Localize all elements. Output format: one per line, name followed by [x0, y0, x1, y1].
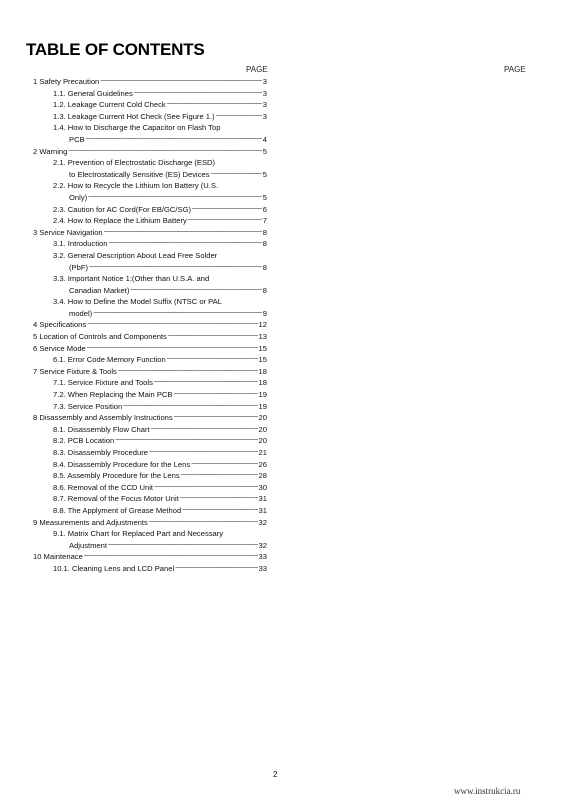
table-of-contents: [33, 76, 267, 575]
toc-page-number: 20: [258, 436, 267, 446]
toc-entry-label: 6 Service Mode: [33, 343, 86, 353]
toc-leader-dots: [182, 505, 257, 517]
toc-page-number: 19: [258, 401, 267, 411]
toc-entry-label: 8.7. Removal of the Focus Motor Unit: [53, 494, 179, 504]
toc-leader-dots: [86, 134, 262, 146]
toc-leader-dots: [108, 238, 261, 250]
toc-page-number: 3: [262, 77, 267, 86]
toc-page-number: 3: [262, 111, 267, 121]
toc-entry[interactable]: [33, 111, 267, 123]
page-column-label-left: PAGE: [246, 65, 268, 74]
toc-entry-continuation[interactable]: [33, 540, 267, 552]
toc-entry[interactable]: [33, 563, 267, 575]
toc-leader-dots: [154, 377, 258, 389]
toc-page-number: 12: [258, 320, 267, 330]
toc-entry-label: 8.1. Disassembly Flow Chart: [53, 424, 150, 434]
toc-leader-dots: [149, 447, 258, 459]
toc-entry-label: 3.3. Important Notice 1:(Other than U.S.A. and: [53, 274, 210, 284]
page-column-label-right: PAGE: [504, 65, 526, 74]
toc-entry-label: 1.3. Leakage Current Hot Check (See Figure 1.): [53, 111, 215, 121]
toc-leader-dots: [149, 517, 258, 529]
toc-entry[interactable]: [33, 424, 267, 436]
toc-entry-label: 1.4. How to Discharge the Capacitor on Flash Top: [53, 123, 221, 133]
toc-entry[interactable]: [33, 238, 267, 250]
toc-leader-dots: [175, 563, 257, 575]
toc-leader-dots: [104, 227, 262, 239]
toc-page-number: 20: [258, 413, 267, 423]
toc-entry[interactable]: [33, 401, 267, 413]
toc-entry[interactable]: [33, 227, 267, 239]
toc-entry[interactable]: [33, 331, 267, 343]
toc-leader-dots: [108, 540, 258, 552]
toc-entry-continuation-label: to Electrostatically Sensitive (ES) Devices: [69, 169, 210, 179]
toc-page-number: 32: [258, 540, 267, 550]
toc-page-number: 6: [262, 204, 267, 214]
toc-entry[interactable]: [33, 435, 267, 447]
toc-leader-dots: [167, 99, 262, 111]
toc-entry-label: 7.1. Service Fixture and Tools: [53, 378, 153, 388]
toc-entry-label: 9 Measurements and Adjustments: [33, 517, 148, 527]
toc-page-number: 31: [258, 505, 267, 515]
toc-entry-label: 8.2. PCB Location: [53, 436, 115, 446]
toc-entry-label: 8 Disassembly and Assembly Instructions: [33, 413, 173, 423]
toc-entry[interactable]: [33, 157, 267, 169]
toc-page-number: 5: [262, 169, 267, 179]
toc-page-number: 5: [262, 192, 267, 202]
toc-entry[interactable]: [33, 122, 267, 134]
toc-leader-dots: [216, 111, 262, 123]
toc-entry-label: 6.1. Error Code Memory Function: [53, 355, 166, 365]
toc-entry-label: 8.6. Removal of the CCD Unit: [53, 482, 154, 492]
toc-page-number: 13: [258, 332, 267, 342]
toc-entry[interactable]: [33, 517, 267, 529]
toc-entry-label: 3.1. Introduction: [53, 239, 108, 249]
toc-leader-dots: [180, 493, 258, 505]
toc-page-number: 31: [258, 494, 267, 504]
toc-leader-dots: [93, 308, 262, 320]
toc-entry-continuation[interactable]: [33, 262, 267, 274]
toc-entry[interactable]: [33, 296, 267, 308]
toc-leader-dots: [154, 482, 258, 494]
toc-entry-label: 2.3. Caution for AC Cord(For EB/GC/SG): [53, 204, 191, 214]
toc-leader-dots: [151, 424, 258, 436]
toc-leader-dots: [123, 401, 257, 413]
toc-leader-dots: [174, 412, 258, 424]
toc-page-number: 33: [258, 552, 267, 562]
toc-page-number: 8: [262, 262, 267, 272]
toc-entry[interactable]: [33, 447, 267, 459]
toc-leader-dots: [188, 215, 262, 227]
toc-entry[interactable]: [33, 366, 267, 378]
toc-leader-dots: [88, 192, 262, 204]
toc-entry-continuation[interactable]: [33, 285, 267, 297]
toc-entry[interactable]: [33, 343, 267, 355]
toc-leader-dots: [68, 146, 261, 158]
page-title: TABLE OF CONTENTS: [26, 40, 205, 59]
toc-page-number: 8: [262, 227, 267, 237]
toc-page-number: 32: [258, 517, 267, 527]
toc-page-number: 18: [258, 378, 267, 388]
toc-entry[interactable]: [33, 146, 267, 158]
toc-entry[interactable]: [33, 505, 267, 517]
toc-entry-label: 1 Safety Precaution: [33, 77, 100, 86]
toc-entry-label: 3 Service Navigation: [33, 227, 103, 237]
toc-leader-dots: [87, 343, 258, 355]
toc-entry-continuation-label: PCB: [69, 134, 85, 144]
toc-entry[interactable]: [33, 180, 267, 192]
toc-entry[interactable]: [33, 459, 267, 471]
toc-page-number: 9: [262, 308, 267, 318]
toc-entry-label: 3.2. General Description About Lead Free Solder: [53, 250, 218, 260]
toc-entry[interactable]: [33, 482, 267, 494]
toc-entry-continuation-label: Canadian Market): [69, 285, 130, 295]
toc-page-number: 33: [258, 563, 267, 573]
toc-entry[interactable]: [33, 377, 267, 389]
toc-entry-label: 8.3. Disassembly Procedure: [53, 448, 148, 457]
toc-entry-continuation-label: model): [69, 308, 93, 318]
toc-entry-continuation[interactable]: [33, 192, 267, 204]
page-number: 2: [273, 770, 278, 779]
toc-entry[interactable]: [33, 389, 267, 401]
toc-page-number: 21: [258, 448, 267, 457]
toc-page-number: 30: [258, 482, 267, 492]
toc-entry-label: 2.2. How to Recycle the Lithium Ion Battery (U.S.: [53, 181, 219, 191]
toc-entry-label: 8.5. Assembly Procedure for the Lens: [53, 471, 180, 481]
toc-entry-label: 7 Service Fixture & Tools: [33, 366, 117, 376]
toc-page-number: 18: [258, 366, 267, 376]
toc-entry-label: 10 Maintenace: [33, 552, 83, 562]
toc-leader-dots: [211, 169, 262, 181]
toc-leader-dots: [84, 551, 258, 563]
toc-entry-label: 2.4. How to Replace the Lithium Battery: [53, 216, 187, 226]
toc-page-number: 3: [262, 100, 267, 110]
toc-entry-label: 2 Warning: [33, 146, 68, 156]
toc-leader-dots: [100, 76, 261, 88]
toc-page-number: 20: [258, 424, 267, 434]
toc-leader-dots: [173, 389, 257, 401]
toc-entry-label: 2.1. Prevention of Electrostatic Discharge (ESD): [53, 158, 216, 168]
toc-entry[interactable]: [33, 250, 267, 262]
toc-page-number: 15: [258, 355, 267, 365]
toc-entry-label: 1.1. General Guidelines: [53, 88, 133, 98]
toc-entry-label: 9.1. Matrix Chart for Replaced Part and Necessary: [53, 529, 224, 539]
toc-entry-continuation[interactable]: [33, 134, 267, 146]
toc-entry[interactable]: [33, 470, 267, 482]
toc-entry[interactable]: [33, 354, 267, 366]
toc-entry-continuation[interactable]: [33, 169, 267, 181]
toc-entry[interactable]: [33, 551, 267, 563]
toc-leader-dots: [89, 262, 262, 274]
toc-entry[interactable]: [33, 88, 267, 100]
toc-leader-dots: [192, 204, 262, 216]
toc-entry[interactable]: [33, 319, 267, 331]
toc-leader-dots: [134, 88, 262, 100]
toc-leader-dots: [118, 366, 258, 378]
toc-entry[interactable]: [33, 273, 267, 285]
toc-page-number: 3: [262, 88, 267, 98]
toc-entry[interactable]: [33, 412, 267, 424]
toc-entry-label: 1.2. Leakage Current Cold Check: [53, 100, 166, 110]
toc-entry-label: 7.2. When Replacing the Main PCB: [53, 390, 173, 400]
toc-entry-continuation-label: Only): [69, 192, 88, 202]
toc-page-number: 5: [262, 146, 267, 156]
toc-entry[interactable]: [33, 493, 267, 505]
toc-entry-continuation[interactable]: [33, 308, 267, 320]
toc-page-number: 7: [262, 216, 267, 226]
toc-leader-dots: [181, 470, 258, 482]
toc-page-number: 4: [262, 134, 267, 144]
toc-entry[interactable]: [33, 215, 267, 227]
toc-page-number: 19: [258, 390, 267, 400]
toc-entry[interactable]: [33, 76, 267, 88]
toc-entry[interactable]: [33, 528, 267, 540]
toc-page-number: 8: [262, 239, 267, 249]
toc-leader-dots: [130, 285, 261, 297]
toc-leader-dots: [167, 354, 258, 366]
toc-leader-dots: [191, 459, 257, 471]
toc-entry-label: 8.8. The Applyment of Grease Method: [53, 505, 182, 515]
toc-entry-continuation-label: (PbF): [69, 262, 88, 272]
toc-page-number: 26: [258, 459, 267, 469]
toc-entry-label: 10.1. Cleaning Lens and LCD Panel: [53, 563, 175, 573]
toc-entry[interactable]: [33, 204, 267, 216]
toc-entry-label: 3.4. How to Define the Model Suffix (NTSC or PAL: [53, 297, 222, 307]
toc-entry[interactable]: [33, 99, 267, 111]
toc-entry-label: 5 Location of Controls and Components: [33, 332, 167, 342]
watermark: www.instrukcia.ru: [454, 786, 521, 796]
toc-leader-dots: [168, 331, 258, 343]
toc-leader-dots: [115, 435, 257, 447]
toc-entry-label: 4 Specifications: [33, 320, 87, 330]
toc-page-number: 8: [262, 285, 267, 295]
toc-entry-label: 7.3. Service Position: [53, 401, 123, 411]
toc-leader-dots: [87, 319, 257, 331]
toc-page-number: 28: [258, 471, 267, 481]
toc-page-number: 15: [258, 343, 267, 353]
toc-entry-continuation-label: Adjustment: [69, 540, 107, 550]
toc-entry-label: 8.4. Disassembly Procedure for the Lens: [53, 459, 191, 469]
